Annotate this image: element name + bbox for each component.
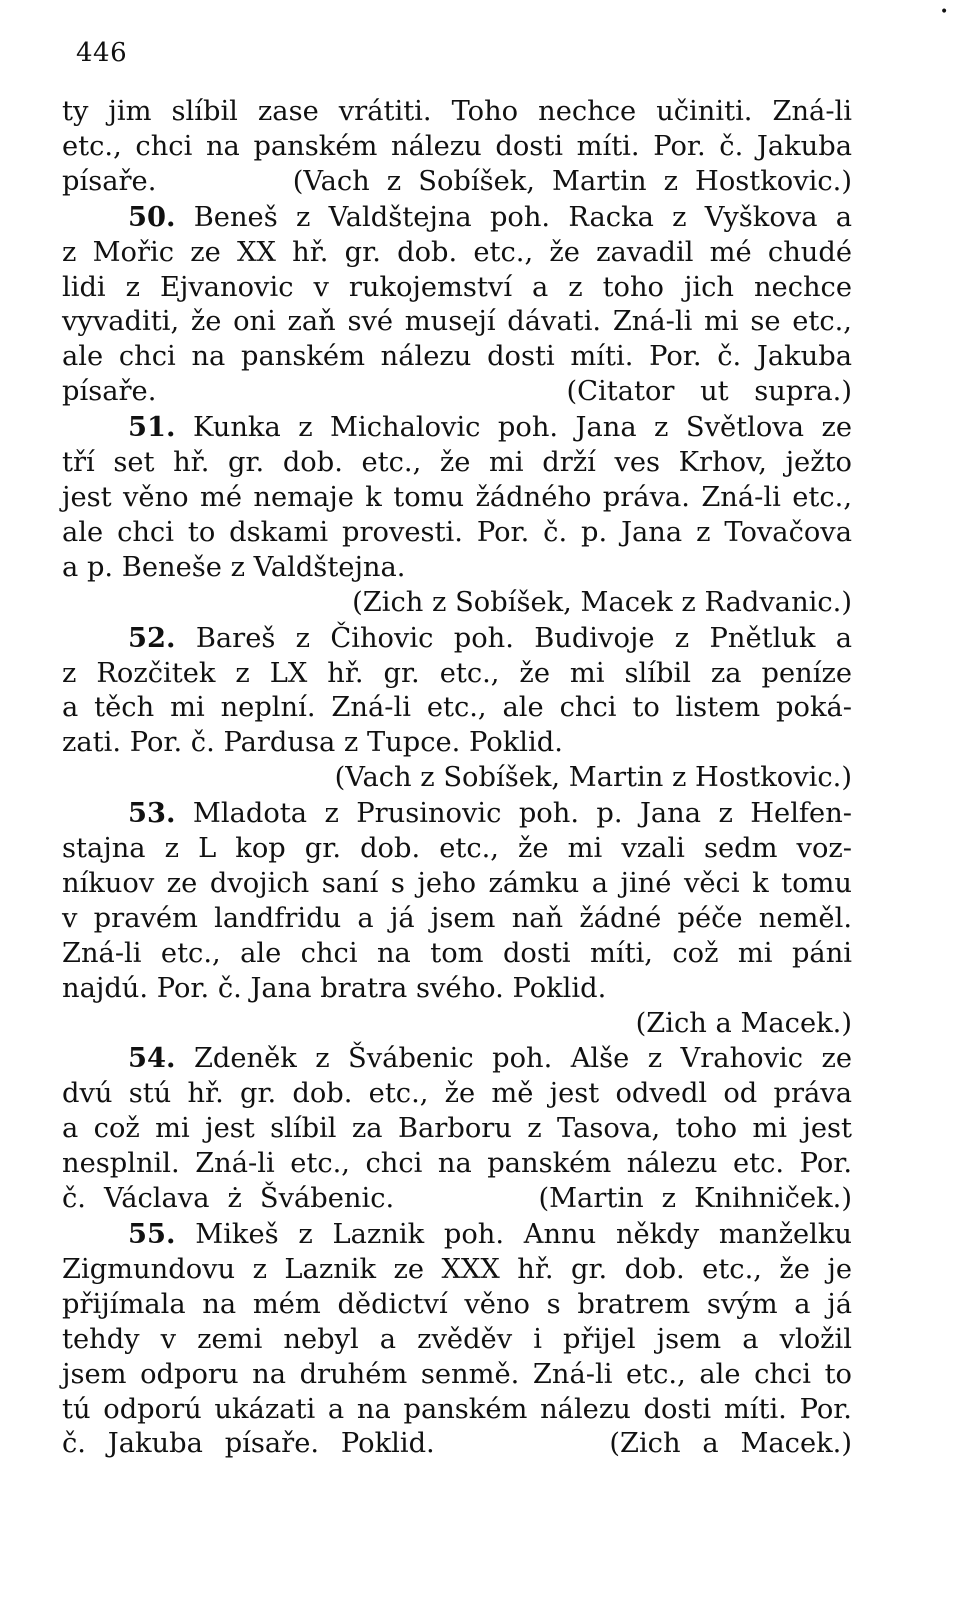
line-text: Zdeněk z Švábenic poh. Alše z Vrahovic ze [193, 1043, 852, 1075]
line-text: z Mořic ze XX hř. gr. dob. etc., že zavadil mé chudé [62, 236, 852, 268]
text-line [62, 1007, 852, 1042]
entry-number: 50. [128, 200, 176, 233]
text-line [62, 516, 852, 551]
entry-number: 54. [128, 1042, 176, 1075]
text-line [62, 1323, 852, 1358]
line-text: Kunka z Michalovic poh. Jana z Světlova ze [192, 412, 852, 444]
text-line [62, 1147, 852, 1182]
text-line [62, 551, 852, 586]
line-text: lidi z Ejvanovic v rukojemství a z toho jich nechce [62, 271, 852, 303]
entry-first-line [62, 1217, 852, 1253]
text-line [62, 726, 852, 761]
text-line [62, 867, 852, 902]
line-text: Bareš z Čihovic poh. Budivoje z Pnětluk a [195, 622, 852, 654]
body-text [62, 95, 852, 1462]
line-text: tú odporú ukázati a na panském nálezu dosti míti. Por. [62, 1393, 852, 1425]
text-line [62, 481, 852, 516]
text-line [62, 340, 852, 375]
entry-number: 53. [128, 797, 176, 830]
text-line [62, 236, 852, 271]
line-text: vyvaditi, že oni zaň své musejí dávati. Zná-li mi se etc., [62, 306, 852, 338]
line-text: stajna z L kop gr. dob. etc., že mi vzali sedm voz- [62, 833, 852, 865]
entry-number: 52. [128, 621, 176, 654]
line-text: dvú stú hř. gr. dob. etc., že mě jest odvedl od práva [62, 1078, 852, 1110]
entry-first-line [62, 200, 852, 236]
text-line [62, 446, 852, 481]
text-line [62, 271, 852, 306]
line-text: v pravém landfridu a já jsem naň žádné péče neměl. [62, 902, 852, 934]
text-line [62, 1077, 852, 1112]
entry-first-line [62, 410, 852, 446]
text-line [62, 95, 852, 130]
page-number: 446 [76, 38, 128, 68]
entry-number: 55. [128, 1218, 176, 1250]
text-line [62, 1288, 852, 1323]
text-line [62, 691, 852, 726]
text-line [62, 375, 852, 410]
text-line [62, 832, 852, 867]
line-text: tehdy v zemi nebyl a zvěděv i přijel jsem a vložil [62, 1323, 852, 1355]
text-line [62, 937, 852, 972]
line-text: zati. Por. č. Pardusa z Tupce. Poklid. [62, 727, 563, 759]
text-line [62, 1393, 852, 1428]
text-line [62, 1253, 852, 1288]
line-text: etc., chci na panském nálezu dosti míti. Por. č. Jakuba [62, 130, 852, 162]
line-text: ale chci to dskami provesti. Por. č. p. Jana z Tovačova [62, 516, 852, 548]
text-line [62, 1358, 852, 1393]
line-text: písaře. (Vach z Sobíšek, Martin z Hostkovic.) [62, 165, 852, 197]
text-line [62, 1112, 852, 1147]
line-text: Zigmundovu z Laznik ze XXX hř. gr. dob. etc., že je [62, 1253, 852, 1285]
entry-number: 51. [128, 411, 176, 444]
text-line [62, 1427, 852, 1462]
line-text: najdú. Por. č. Jana bratra svého. Poklid. [62, 972, 607, 1004]
line-text: ale chci na panském nálezu dosti míti. Por. č. Jakuba [62, 341, 852, 373]
text-line [62, 130, 852, 165]
entry-first-line [62, 1041, 852, 1077]
text-line [62, 1182, 852, 1217]
line-text: nesplnil. Zná-li etc., chci na panském nálezu etc. Por. [62, 1148, 852, 1180]
line-text: č. Jakuba písaře. Poklid. (Zich a Macek.) [62, 1428, 852, 1460]
line-text: jsem odporu na druhém senmě. Zná-li etc., ale chci to [62, 1358, 852, 1390]
line-text: jest věno mé nemaje k tomu žádného práva. Zná-li etc., [62, 481, 852, 513]
line-text: tří set hř. gr. dob. etc., že mi drží ves Krhov, ježto [62, 447, 852, 479]
line-text: níkuov ze dvojich saní s jeho zámku a jiné věci k tomu [62, 867, 852, 899]
line-text: a což mi jest slíbil za Barboru z Tasova, toho mi jest [62, 1113, 852, 1145]
text-line [62, 902, 852, 937]
line-text: Zná-li etc., ale chci na tom dosti míti, což mi páni [62, 937, 852, 969]
entry-first-line [62, 796, 852, 832]
line-text: (Zich a Macek.) [635, 1007, 852, 1039]
line-text: Mikeš z Laznik poh. Annu někdy manželku [195, 1219, 852, 1250]
line-text: a těch mi neplní. Zná-li etc., ale chci to listem poká- [62, 692, 852, 724]
line-text: z Rozčitek z LX hř. gr. etc., že mi slíbil za peníze [62, 657, 852, 689]
line-text: Beneš z Valdštejna poh. Racka z Vyškova a [193, 201, 852, 233]
entry-first-line [62, 621, 852, 657]
line-text: (Vach z Sobíšek, Martin z Hostkovic.) [334, 762, 852, 794]
line-text: přijímala na mém dědictví věno s bratrem svým a já [62, 1288, 852, 1320]
line-text: ty jim slíbil zase vrátiti. Toho nechce učiniti. Zná-li [62, 96, 852, 127]
line-text: písaře. (Citator ut supra.) [62, 376, 852, 408]
text-line [62, 305, 852, 340]
line-text: Mladota z Prusinovic poh. p. Jana z Helfen- [192, 798, 852, 830]
line-text: č. Václava ż Švábenic. (Martin z Knihniček.) [62, 1183, 852, 1215]
text-line [62, 972, 852, 1007]
corner-dot: • [940, 4, 949, 20]
text-line [62, 165, 852, 200]
text-line [62, 586, 852, 621]
line-text: a p. Beneše z Valdštejna. [62, 551, 406, 583]
text-line [62, 657, 852, 692]
text-line [62, 761, 852, 796]
line-text: (Zich z Sobíšek, Macek z Radvanic.) [352, 586, 852, 618]
